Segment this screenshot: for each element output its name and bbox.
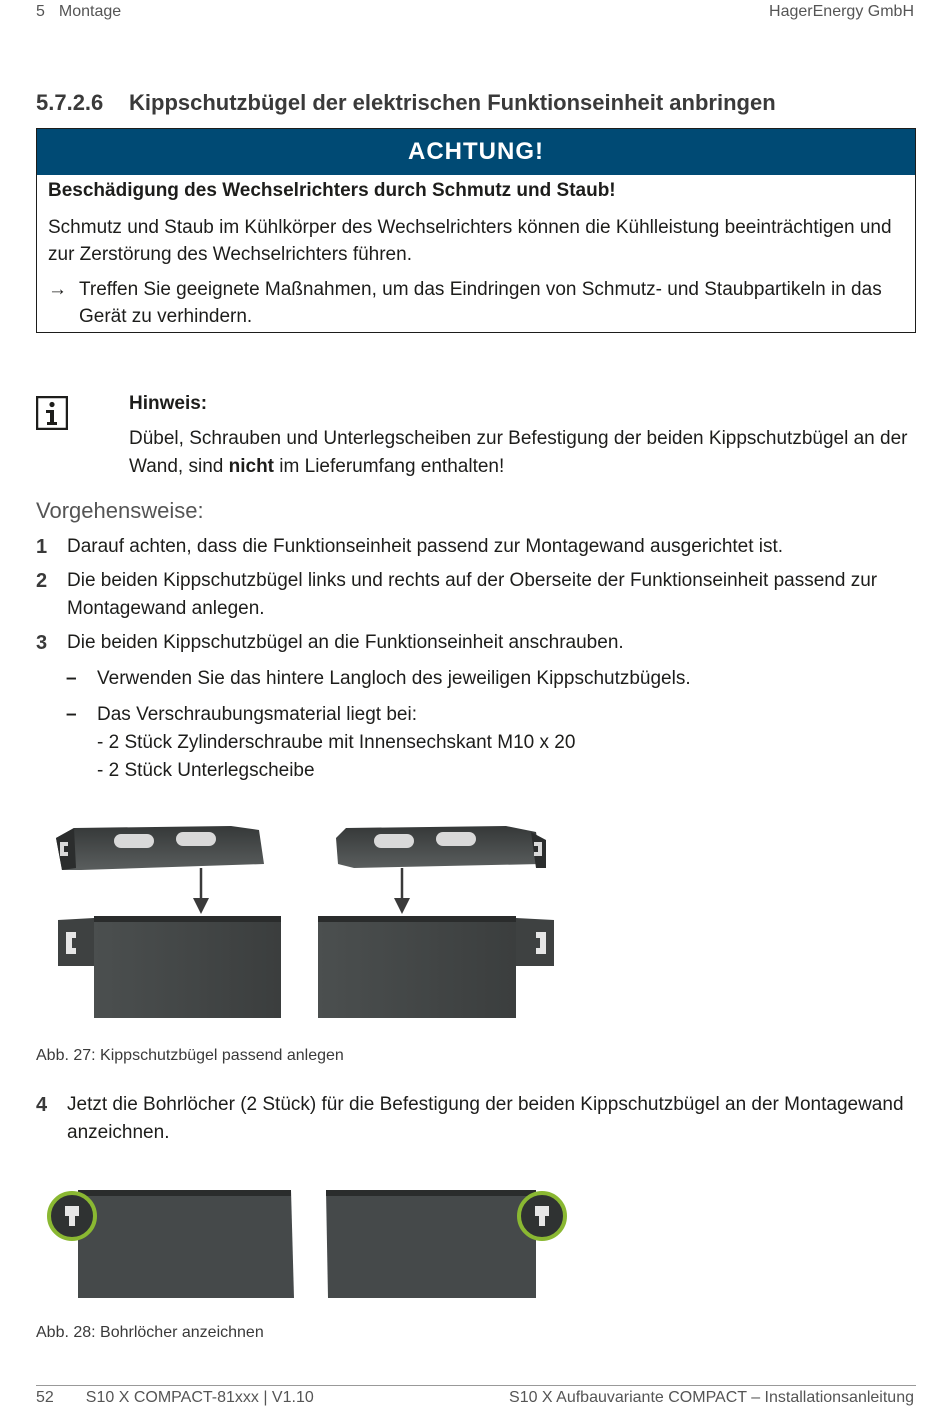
page-header-company: HagerEnergy GmbH [769, 3, 914, 20]
step-text: Die beiden Kippschutzbügel an die Funktionseinheit anschrauben. [67, 632, 624, 653]
page-footer-left [36, 1389, 314, 1407]
procedure-title: Vorgehensweise: [36, 498, 204, 523]
substep-text: Das Verschraubungsmaterial liegt bei: [97, 704, 418, 725]
chapter-title: Montage [58, 3, 122, 20]
note-text [129, 425, 909, 481]
procedure-substep [66, 665, 911, 693]
warning-action [48, 276, 908, 330]
warning-action-text: Treffen Sie geeignete Maßnahmen, um das Eindringen von Schmutz- und Staubpartikeln in das Gerät zu verhindern. [79, 279, 882, 327]
figure-27-image [36, 818, 596, 1036]
figure-28-image [36, 1180, 596, 1312]
procedure-step [36, 1091, 911, 1147]
section-title [36, 90, 776, 116]
page-header-chapter [36, 3, 121, 21]
arrow-down-icon [394, 868, 410, 914]
substep-item: - 2 Stück Unterlegscheibe [97, 760, 315, 781]
right-bracket [336, 826, 546, 868]
arrow-right-icon: → [48, 279, 67, 300]
procedure-step [36, 533, 911, 561]
footer-divider [36, 1385, 916, 1386]
warning-text: Schmutz und Staub im Kühlkörper des Wechselrichters können die Kühlleistung beeinträchtigen und zur Zerstörung des Wechselrichters führen. [48, 217, 892, 265]
substep-item: - 2 Stück Zylinderschraube mit Innensechskant M10 x 20 [97, 732, 576, 753]
step-number: 1 [36, 536, 48, 558]
warning-box [36, 128, 916, 333]
procedure-step [36, 567, 911, 623]
right-housing [326, 1190, 565, 1298]
warning-subtitle: Beschädigung des Wechselrichters durch Schmutz und Staub! [48, 180, 616, 201]
info-icon [36, 396, 68, 430]
note-text-part: im Lieferumfang enthalten! [274, 456, 505, 477]
step-text: Darauf achten, dass die Funktionseinheit passend zur Montagewand ausgerichtet ist. [67, 536, 784, 557]
note-title: Hinweis: [129, 393, 208, 414]
dash-bullet: – [66, 704, 77, 725]
document-id: S10 X COMPACT-81xxx | V1.10 [85, 1389, 314, 1406]
left-housing [58, 916, 281, 1018]
section-title-text: Kippschutzbügel der elektrischen Funktionseinheit anbringen [129, 90, 776, 115]
figure-28-caption: Abb. 28: Bohrlöcher anzeichnen [36, 1324, 264, 1341]
step-number: 4 [36, 1094, 48, 1116]
step-text: Jetzt die Bohrlöcher (2 Stück) für die Befestigung der beiden Kippschutzbügel an der Montagewand anzeichnen. [67, 1094, 904, 1143]
left-housing [49, 1190, 294, 1298]
dash-bullet: – [66, 668, 77, 689]
procedure-substep [66, 701, 911, 785]
step-text: Die beiden Kippschutzbügel links und rechts auf der Oberseite der Funktionseinheit passend zur Montagewand anlegen. [67, 570, 878, 619]
section-number: 5.7.2.6 [36, 90, 104, 115]
chapter-number: 5 [36, 3, 45, 20]
right-housing [318, 916, 554, 1018]
step-number: 3 [36, 632, 48, 654]
warning-heading: ACHTUNG! [37, 129, 915, 175]
procedure-step [36, 629, 911, 657]
substep-text: Verwenden Sie das hintere Langloch des jeweiligen Kippschutzbügels. [97, 668, 691, 689]
page-number: 52 [36, 1389, 54, 1406]
note-text-part: Dübel, Schrauben und Unterlegscheiben zur Befestigung der beiden Kippschutzbügel an der Wand, sind [129, 428, 908, 477]
step-number: 2 [36, 570, 48, 592]
figure-27-caption: Abb. 27: Kippschutzbügel passend anlegen [36, 1047, 344, 1064]
page-footer-right: S10 X Aufbauvariante COMPACT – Installationsanleitung [509, 1389, 914, 1406]
left-bracket [56, 826, 264, 870]
arrow-down-icon [193, 868, 209, 914]
note-text-emphasis: nicht [228, 456, 275, 477]
